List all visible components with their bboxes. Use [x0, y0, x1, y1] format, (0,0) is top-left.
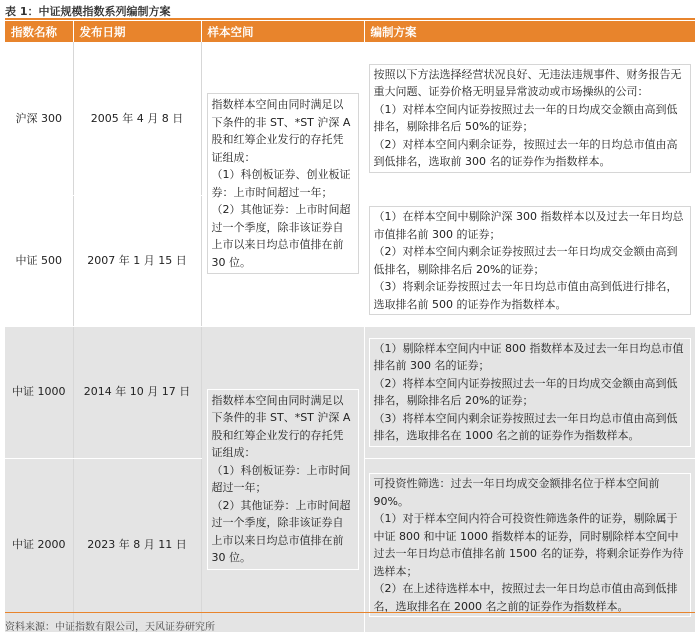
- method-box: [369, 473, 692, 617]
- method-line: 可投资性筛选：过去一年日均成交金额排名位于样本空间前 90%。: [373, 477, 660, 508]
- header-method: 编制方案: [364, 21, 695, 42]
- header-sample-space: 样本空间: [201, 21, 364, 42]
- method-line: （1）对于样本空间内符合可投资性筛选条件的证券，剔除属于中证 800 和中证 1000 指数样本的证券，同时剔除样本空间中过去一年日均总市值排名前 1500 名的证券，将剩余证券作为待选样本；: [373, 512, 684, 578]
- method-cell: [364, 42, 695, 195]
- table-caption: 表 1：中证规模指数系列编制方案: [5, 5, 171, 18]
- release-date-cell: 2023 年 8 月 11 日: [73, 458, 201, 632]
- sample-space-box: [207, 93, 359, 274]
- index-name-cell: 中证 1000: [5, 326, 73, 458]
- sample-space-box: [207, 389, 359, 570]
- sample-space-item: （1）科创板证券、创业板证券：上市时间超过一年；: [211, 168, 351, 199]
- release-date-cell: 2005 年 4 月 8 日: [73, 42, 201, 195]
- sample-space-cell: [201, 42, 364, 326]
- method-cell: [364, 326, 695, 458]
- index-scheme-table: [5, 21, 695, 633]
- sample-space-cell: [201, 326, 364, 632]
- header-row: [5, 21, 695, 42]
- method-line: 按照以下方法选择经营状况良好、无违法违规事件、财务报告无重大问题、证券价格无明显异常波动或市场操纵的公司：: [373, 67, 682, 99]
- top-rule: [5, 18, 695, 20]
- sample-space-item: （2）其他证券：上市时间超过一个季度，除非该证券自上市以来日均总市值排在前 30 位。: [211, 203, 351, 269]
- method-box: [369, 206, 692, 315]
- method-line: （2）对样本空间内剩余证券，按照过去一年的日均总市值由高到低排名，选取前 300 名的证券作为指数样本。: [373, 137, 678, 169]
- table-row: [5, 42, 695, 195]
- method-box: [369, 64, 692, 173]
- header-release-date: 发布日期: [73, 21, 201, 42]
- method-line: （3）将样本空间内剩余证券按照过去一年日均总市值由高到低排名，选取排名在 1000 名之前的证券作为指数样本。: [373, 411, 678, 442]
- method-cell: [364, 458, 695, 632]
- bottom-rule: [5, 612, 695, 613]
- header-index-name: 指数名称: [5, 21, 73, 42]
- sample-space-item: （1）科创板证券：上市时间超过一年；: [211, 463, 351, 494]
- source-note: 资料来源：中证指数有限公司，天风证券研究所: [5, 622, 215, 633]
- method-line: （2）在上述待选样本中，按照过去一年日均总市值由高到低排名，选取排名在 2000 名之前的证券作为指数样本。: [373, 582, 678, 613]
- table-row: [5, 326, 695, 458]
- method-line: （2）对样本空间内剩余证券按照过去一年日均成交金额由高到低排名，剔除排名后 20%的证券；: [373, 245, 678, 276]
- sample-space-intro: 指数样本空间由同时满足以下条件的非 ST、*ST 沪深 A 股和红筹企业发行的存托凭证组成：: [211, 393, 351, 459]
- method-line: （1）剔除样本空间内中证 800 指数样本及过去一年日均总市值排名前 300 名的证券；: [373, 341, 684, 372]
- method-line: （3）将剩余证券按照过去一年日均总市值由高到低进行排名，选取排名前 500 的证券作为指数样本。: [373, 280, 678, 311]
- index-name-cell: 中证 500: [5, 195, 73, 326]
- method-line: （2）将样本空间内证券按照过去一年的日均成交金额由高到低排名，剔除排名后 20%的证券；: [373, 376, 678, 407]
- index-name-cell: 沪深 300: [5, 42, 73, 195]
- method-line: （1）对样本空间内证券按照过去一年的日均成交金额由高到低排名，剔除排名后 50%的证券；: [373, 102, 678, 134]
- release-date-cell: 2014 年 10 月 17 日: [73, 326, 201, 458]
- release-date-cell: 2007 年 1 月 15 日: [73, 195, 201, 326]
- method-cell: [364, 195, 695, 326]
- sample-space-item: （2）其他证券：上市时间超过一个季度，除非该证券自上市以来日均总市值排在前 30 位。: [211, 498, 351, 564]
- sample-space-intro: 指数样本空间由同时满足以下条件的非 ST、*ST 沪深 A 股和红筹企业发行的存托凭证组成：: [211, 98, 351, 164]
- index-name-cell: 中证 2000: [5, 458, 73, 632]
- method-line: （1）在样本空间中剔除沪深 300 指数样本以及过去一年日均总市值排名前 300 的证券；: [373, 210, 684, 241]
- method-box: [369, 338, 692, 447]
